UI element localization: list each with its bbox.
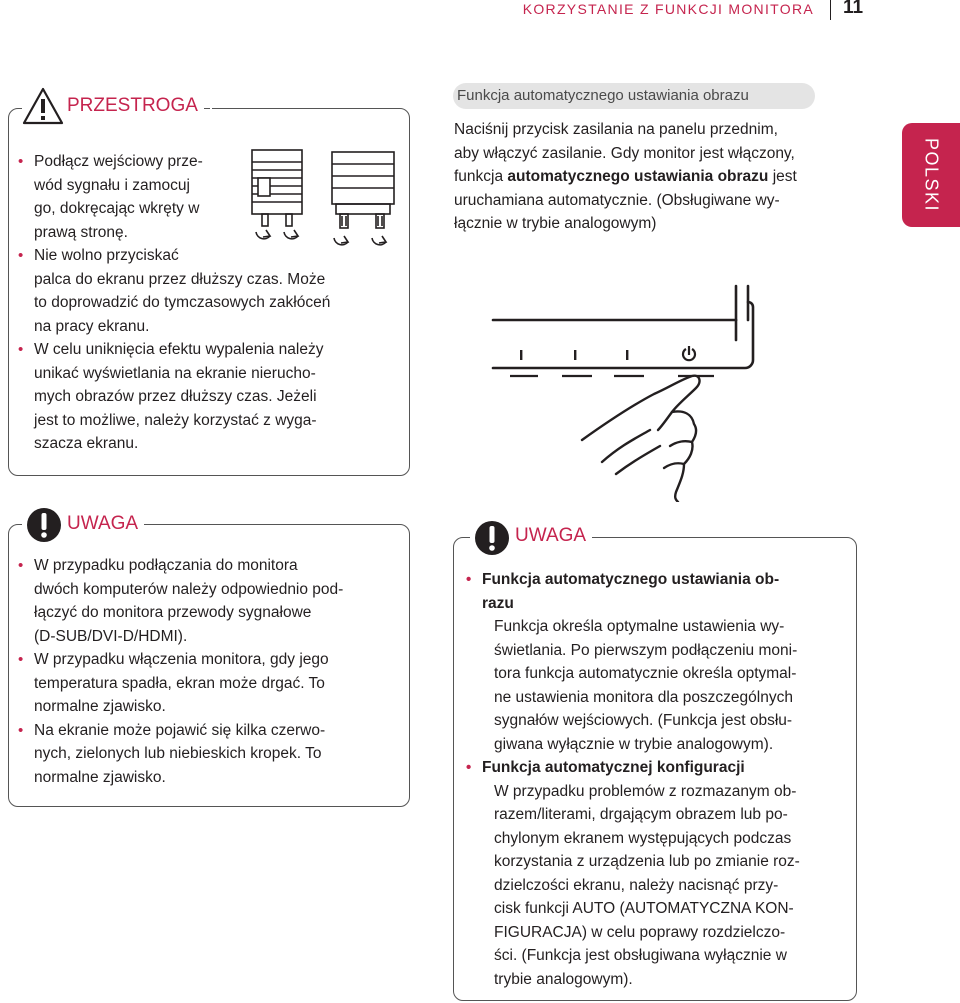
caution-list — [34, 150, 394, 456]
caution-item-2: • Nie wolno przyciskać palca do ekranu przez dłuższy czas. Może to doprowadzić do tymczasowych zakłóceń na pracy ekranu. — [34, 244, 394, 338]
note-left-item-1: • W przypadku podłączania do monitora dwóch komputerów należy odpowiednio pod- łączyć do monitora przewody sygnałowe (D-SUB/DVI-D/HDMI). — [34, 554, 394, 648]
note-right-item-1-heading: • Funkcja automatycznego ustawiania ob- razu — [482, 568, 847, 615]
caution-item-3: • W celu uniknięcia efektu wypalenia należy unikać wyświetlania na ekranie nierucho- mych obrazów przez dłuższy czas. Jeżeli jest to możliwe, należy korzystać z wyga- szacza ekranu. — [34, 338, 394, 456]
note-right-list — [482, 568, 847, 991]
language-tab — [902, 123, 960, 227]
auto-setting-emphasis: automatycznego ustawiania obrazu — [507, 168, 769, 185]
pointing-hand-illustration — [580, 370, 720, 502]
note-left-item-2: • W przypadku włączenia monitora, gdy jego temperatura spadła, ekran może drgać. To normalne zjawisko. — [34, 648, 394, 719]
auto-setting-heading: Funkcja automatycznego ustawiania obrazu — [457, 87, 749, 104]
auto-setting-description: Naciśnij przycisk zasilania na panelu przednim, aby włączyć zasilanie. Gdy monitor jest włączony, funkcja automatycznego ustawiania obrazu jest uruchamiana automatycznie. (Obsługiwane wy- łącznie w trybie analogowym) — [454, 121, 797, 232]
page-number: 11 — [843, 0, 864, 18]
exclamation-circle-icon — [22, 504, 66, 546]
warning-triangle-icon — [22, 86, 64, 126]
caution-title: PRZESTROGA — [61, 95, 204, 117]
note-right-item-1-body: Funkcja określa optymalne ustawienia wy- świetlania. Po pierwszym podłączeniu moni- tora funkcja automatycznie określa optymal- ne ustawienia monitora dla poszczególnych sygnałów wejściowych. (Funkcja jest obsłu- giwana wyłącznie w trybie analogowym). — [494, 618, 798, 753]
note-left-item-3: • Na ekranie może pojawić się kilka czerwo- nych, zielonych lub niebieskich kropek. To normalne zjawisko. — [34, 719, 394, 790]
header-divider — [830, 0, 831, 20]
exclamation-circle-icon — [470, 517, 514, 559]
caution-item-1: • Podłącz wejściowy prze- wód sygnału i zamocuj go, dokręcając wkręty w prawą stronę. — [34, 150, 394, 244]
note-right-item-2-body: W przypadku problemów z rozmazanym ob- razem/literami, drgającym obrazem lub po- chylonym ekranem występujących podczas korzystania z urządzenia lub po zmianie roz- dzielczości ekranu, należy nacisnąć przy- cisk funkcji AUTO (AUTOMATYCZNA KON- FIGURACJA) w celu poprawy rozdzielczo- ści. (Funkcja jest obsługiwana wyłącznie w trybie analogowym). — [494, 782, 800, 988]
note-right-item-2-heading: • Funkcja automatycznej konfiguracji — [482, 756, 847, 780]
note-left-title: UWAGA — [61, 513, 144, 535]
note-right-title: UWAGA — [509, 525, 592, 547]
note-left-list — [34, 554, 394, 789]
language-tab-label: POLSKI — [921, 137, 942, 213]
section-title: KORZYSTANIE Z FUNKCJI MONITORA — [522, 1, 814, 17]
auto-setting-heading-pill — [453, 83, 815, 109]
